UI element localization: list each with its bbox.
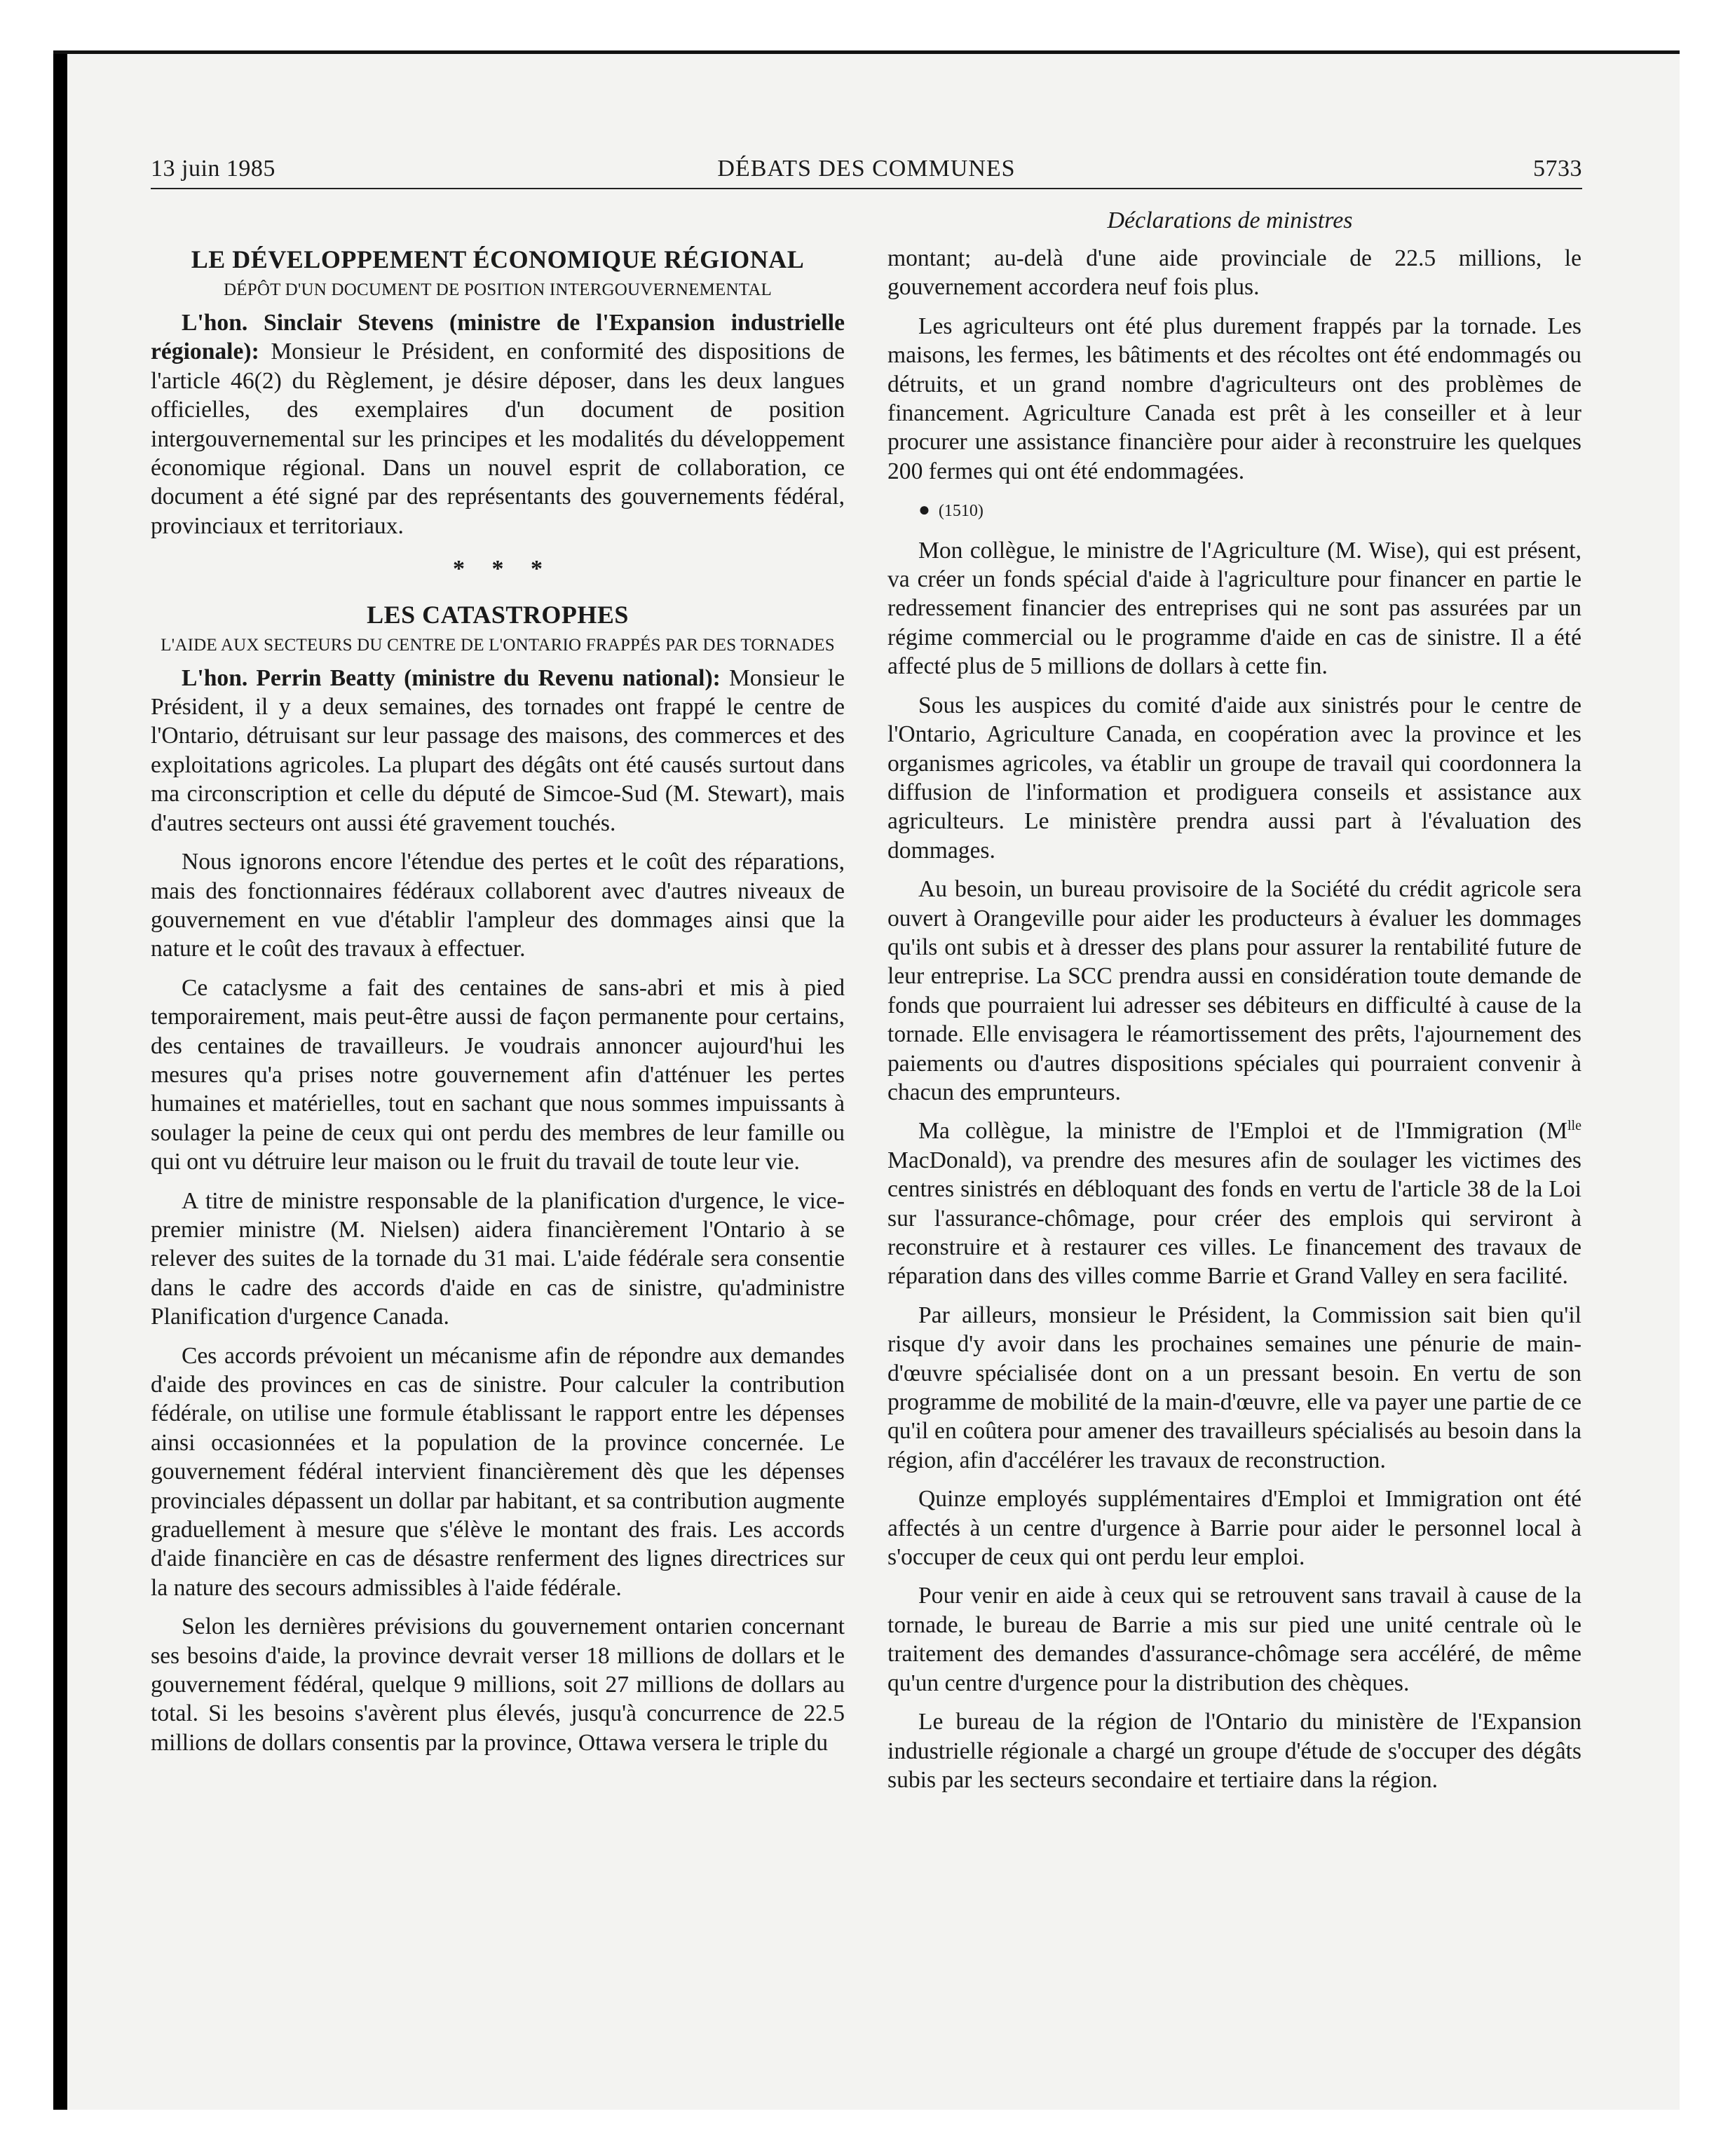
subheading-position-document: DÉPÔT D'UN DOCUMENT DE POSITION INTERGOUVERNEMENTAL <box>224 280 772 299</box>
subheading-tornado-aid: L'AIDE AUX SECTEURS DU CENTRE DE L'ONTARIO FRAPPÉS PAR DES TORNADES <box>161 635 835 655</box>
paragraph-text: MacDonald), va prendre des mesures afin de soulager les victimes des centres sinistrés en débloquant des fonds en vertu de l'article 38 de la Loi sur l'assurance-chômage, pour créer des emplois qui serviront à reconstruire et à restaurer ces villes. Le financement des travaux de réparation dans des villes comme Barrie et Grand Valley en sera facilité. <box>887 1147 1581 1290</box>
paragraph-text: Monsieur le Président, il y a deux semaines, des tornades ont frappé le centre de l'Ontario, détruisant sur leur passage des maisons, des commerces et des exploitations agricoles. La plupart des dégâts ont été causés surtout dans ma circonscription et celle du député de Simcoe-Sud (M. Stewart), mais d'autres secteurs ont aussi été gravement touchés. <box>151 664 845 836</box>
paragraph: Nous ignorons encore l'étendue des pertes et le coût des réparations, mais des fonctionnaires fédéraux collaborent avec d'autres niveaux de gouvernement en vue d'établir l'ampleur des dommages ainsi que la nature et le coût des travaux à effectuer. <box>151 849 845 962</box>
right-column <box>887 244 1581 1804</box>
paragraph-text: Monsieur le Président, en conformité des dispositions de l'article 46(2) du Règlement, je désire déposer, dans les deux langues officielles, des exemplaires d'un document de position intergouvernemental sur les principes et les modalités du développement économique régional. Dans un nouvel esprit de collaboration, ce document a été signé par des représentants des gouvernements fédéral, provinciaux et territoriaux. <box>151 339 845 539</box>
speaker-stevens: L'hon. Sinclair Stevens (ministre de l'Expansion industrielle régionale): <box>151 310 845 365</box>
speaker-beatty: L'hon. Perrin Beatty (ministre du Revenu national): <box>182 664 721 691</box>
section-separator: * * * <box>453 556 543 582</box>
heading-regional-development: LE DÉVELOPPEMENT ÉCONOMIQUE RÉGIONAL <box>191 245 805 273</box>
scan-border <box>53 50 67 2110</box>
heading-catastrophes: LES CATASTROPHES <box>367 600 629 629</box>
page-number: 5733 <box>1533 156 1582 182</box>
paragraph: Par ailleurs, monsieur le Président, la Commission sait bien qu'il risque d'y avoir dans les prochaines semaines une pénurie de main-d'œuvre spécialisée dont on a un pressant besoin. En vertu de son programme de mobilité de la main-d'œuvre, elle va payer une partie de ce qu'il en coûtera pour amener des travailleurs spécialisés au besoin dans la région, afin d'accélérer les travaux de reconstruction. <box>887 1302 1581 1473</box>
time-marker <box>887 496 1581 526</box>
paragraph: Au besoin, un bureau provisoire de la Société du crédit agricole sera ouvert à Orangeville pour aider les producteurs à évaluer les dommages qu'ils ont subis et à dresser des plans pour assurer la rentabilité future de leur entreprise. La SCC prendra aussi en considération toute demande de fonds que pourraient lui adresser ses débiteurs en difficulté à cause de la tornade. Elle envisagera le réamortissement des prêts, l'ajournement des paiements ou d'autres dispositions spéciales qui pourraient convenir à chacun des emprunteurs. <box>887 876 1581 1105</box>
time-marker-text: (1510) <box>938 502 984 521</box>
paragraph: Le bureau de la région de l'Ontario du ministère de l'Expansion industrielle régionale a chargé un groupe d'étude de s'occuper des dégâts subis par les secteurs secondaire et tertiaire dans la région. <box>887 1709 1581 1793</box>
header-title: DÉBATS DES COMMUNES <box>717 156 1016 182</box>
section-label: Déclarations de ministres <box>1107 207 1353 233</box>
paragraph: Mon collègue, le ministre de l'Agriculture (M. Wise), qui est présent, va créer un fonds spécial d'aide à l'agriculture pour financer en partie le redressement financier des entreprises qui ne sont pas assurées par un régime commercial ou le programme d'aide en cas de sinistre. Il a été affecté plus de 5 millions de dollars à cette fin. <box>887 537 1581 680</box>
paragraph: Ces accords prévoient un mécanisme afin de répondre aux demandes d'aide des provinces en cas de sinistre. Pour calculer la contribution fédérale, on utilise une formule établissant le rapport entre les dépenses ainsi occasionnées et la population de la province concernée. Le gouvernement fédéral intervient financièrement dès que les dépenses provinciales dépassent un dollar par habitant, et sa contribution augmente graduellement à mesure que s'élève le montant des frais. Les accords d'aide financière en cas de désastre renferment des lignes directrices sur la nature des secours admissibles à l'aide fédérale. <box>151 1342 845 1601</box>
bullet-icon: ● <box>918 499 930 521</box>
paragraph <box>151 664 845 838</box>
paragraph: Ce cataclysme a fait des centaines de sans-abri et mis à pied temporairement, mais peut-être aussi de façon permanente pour certains, des centaines de travailleurs. Je voudrais annoncer aujourd'hui les mesures qu'a prises notre gouvernement afin d'atténuer les pertes humaines et matérielles, tout en sachant que nous sommes impuissants à soulager la peine de ceux qui ont perdu des membres de leur famille ou qui ont vu détruire leur maison ou le fruit du travail de toute leur vie. <box>151 974 845 1175</box>
paragraph: A titre de ministre responsable de la planification d'urgence, le vice-premier ministre (M. Nielsen) aidera financièrement l'Ontario à se relever des suites de la tornade du 31 mai. L'aide fédérale sera consentie dans le cadre des accords d'aide en cas de sinistre, qu'administre Planification d'urgence Canada. <box>151 1187 845 1330</box>
paragraph: montant; au-delà d'une aide provinciale de 22.5 millions, le gouvernement accordera neuf fois plus. <box>887 245 1581 301</box>
paragraph: Sous les auspices du comité d'aide aux sinistrés pour le centre de l'Ontario, Agriculture Canada, en coopération avec la province et les organismes agricoles, va établir un groupe de travail qui coordonnera la diffusion de l'information et prodiguera conseils et assistance aux agriculteurs. Le ministère prendra aussi part à l'évaluation des dommages. <box>887 692 1581 864</box>
paragraph <box>151 308 845 540</box>
paragraph: Selon les dernières prévisions du gouvernement ontarien concernant ses besoins d'aide, la province devrait verser 18 millions de dollars et le gouvernement fédéral, quelque 9 millions, soit 27 millions de dollars au total. Si les besoins s'avèrent plus élevés, jusqu'à concurrence de 22.5 millions de dollars consentis par la province, Ottawa versera le triple du <box>151 1613 845 1756</box>
paragraph-text: Ma collègue, la ministre de l'Emploi et de l'Immigration (M <box>918 1118 1567 1145</box>
paragraph: Les agriculteurs ont été plus durement frappés par la tornade. Les maisons, les fermes, les bâtiments et des récoltes ont été endommagés ou détruits, et un grand nombre d'agriculteurs ont des problèmes de financement. Agriculture Canada est prêt à les conseiller et à leur procurer une assistance financière pour aider à reconstruire les quelques 200 fermes qui ont été endommagées. <box>887 313 1581 484</box>
paragraph: Pour venir en aide à ceux qui se retrouvent sans travail à cause de la tornade, le bureau de Barrie a mis sur pied une unité centrale où le traitement des demandes d'assurance-chômage sera accéléré, de même qu'un centre d'urgence pour la distribution des chèques. <box>887 1583 1581 1696</box>
paragraph <box>887 1117 1581 1290</box>
header-rule <box>151 188 1582 189</box>
paragraph: Quinze employés supplémentaires d'Emploi et Immigration ont été affectés à un centre d'urgence à Barrie pour aider le personnel local à s'occuper de ceux qui ont perdu leur emploi. <box>887 1486 1581 1571</box>
left-column <box>151 244 845 1767</box>
header-date: 13 juin 1985 <box>151 156 275 182</box>
superscript: lle <box>1567 1118 1581 1134</box>
running-head <box>151 156 1582 188</box>
